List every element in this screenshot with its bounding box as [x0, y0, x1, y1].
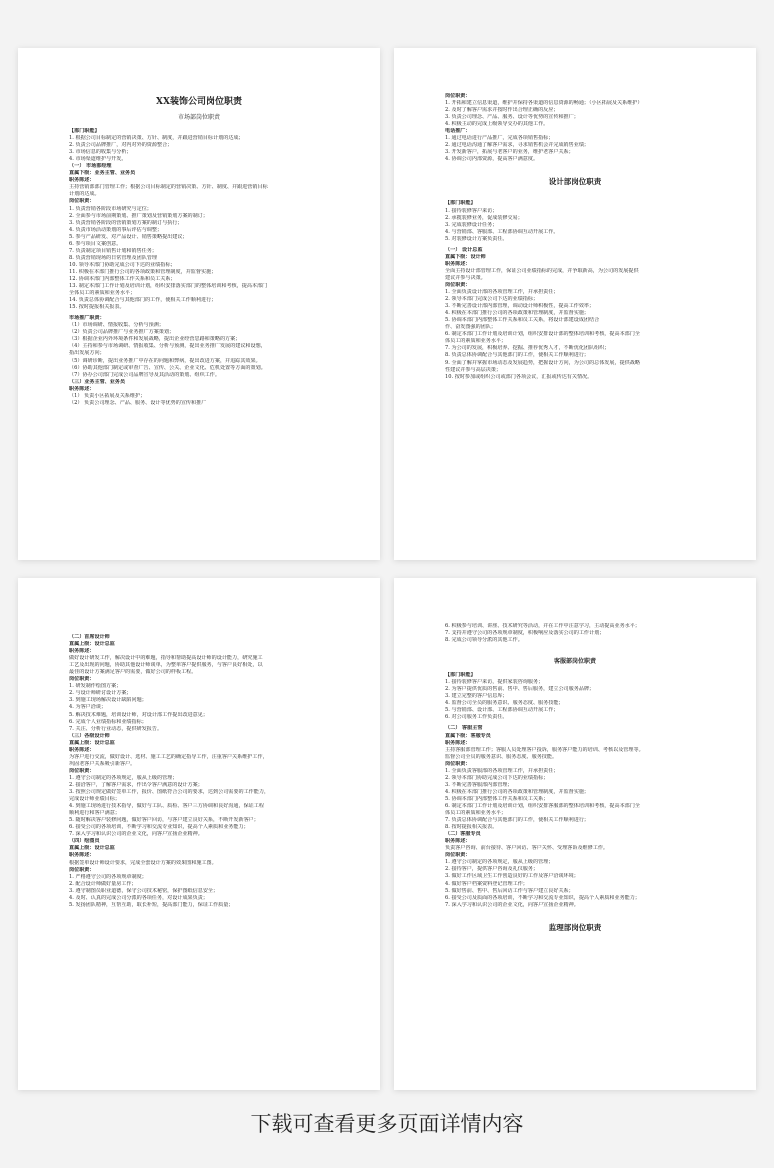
- text-line: 岗位职责：: [445, 852, 471, 859]
- text-line: 职务陈述：: [445, 260, 471, 267]
- text-line: 2. 通过电话沟通了解客户需求，寻求销售机会并完成销售业绩；: [445, 142, 590, 149]
- text-line: （4）主持和参与市场调研、情报收集、分析与预测，提出业务推广发展的建议和设想，: [69, 343, 266, 350]
- text-line: （1）市场调研、情报收集、分析与预测；: [69, 322, 164, 329]
- text-line: 14. 负责总体协调配合与其他部门的工作，使相关工作顺利进行；: [69, 297, 217, 304]
- page-1-content: [69, 96, 329, 407]
- text-line: 8. 负责营销现场的日常管理及团队管理: [69, 254, 157, 261]
- text-line: 6. 制定本部门工作计划及培训计划，组织安排客服部的整体培训和考核，提高本部门全: [445, 802, 640, 809]
- text-line: 5. 参与产品研发、对产品设计、销售策略提出建议；: [69, 233, 188, 240]
- section-title: 客服部岗位职责: [553, 658, 596, 666]
- text-line: 5. 与营销部、设计部、工程部协调互动开展工作；: [445, 707, 559, 714]
- text-line: 13. 制定本部门工作计划及培训计划，组织安排落实部门的整体培训和考核，提高本部门: [69, 283, 268, 290]
- text-line: 作、奋发图强的团队；: [445, 324, 496, 331]
- text-block: [445, 93, 705, 163]
- section-title: 市场部岗位职责: [177, 114, 220, 121]
- text-line: 4. 做好客户档案资料登记管理工作；: [445, 880, 528, 887]
- text-line: 职务陈述：: [69, 385, 95, 392]
- text-line: 7. 深入学习和认识公司的企业文化，向客户宣扬企业精神。: [69, 831, 203, 838]
- text-line: 6. 接受公司的各项培训，不断学习和交流专业知识，提高个人素质和业务能力；: [69, 824, 249, 831]
- document-title: XX装饰公司岗位职责: [156, 97, 242, 107]
- text-line: 完成设计师业绩目标；: [69, 796, 120, 803]
- text-line: 5. 协调本部门内部整体工作关系和员工关系；: [445, 795, 549, 802]
- text-line: 最佳的设计方案满足客户的需要，做好公司的样板工程。: [69, 669, 197, 676]
- text-line: 【部门职能】: [69, 128, 100, 134]
- text-line: 5. 协调本部门内部整体工作关系和员工关系，将设计部建设成团结合: [445, 317, 600, 324]
- text-line: 8. 按时提报相关报表。: [445, 824, 498, 831]
- text-line: 岗位职责：: [445, 93, 471, 99]
- text-line: 6. 接受公司及质面的各项培训，不断学习和交流专业知识，提高个人素质和业务能力；: [445, 894, 640, 901]
- text-line: 巩固老客户关系吸引新客户。: [69, 760, 136, 767]
- text-line: 计划的达成。: [69, 191, 100, 198]
- text-line: 岗位职责：: [445, 281, 471, 288]
- text-line: 直属上级：设计总监: [69, 845, 115, 852]
- download-more-link[interactable]: 下载可查看更多页面详情内容: [250, 1112, 524, 1136]
- text-line: 1. 接待装修客户来访；: [445, 207, 498, 214]
- text-line: （5）调研诊断，提出业务推广中存在的问题和弊病，提出改进方案，并追踪其效果。: [69, 357, 261, 364]
- text-line: 6. 参与项目文案创意。: [69, 240, 122, 247]
- section-title: 监理部岗位职责: [548, 922, 602, 932]
- text-line: 4. 积极主动的完成上级领导交办的其他工作。: [445, 121, 549, 128]
- text-line: 7. 负责总体协调配合与其他部门的工作，使相关工作顺利进行；: [445, 817, 590, 824]
- text-line: 5. 解决技术难题，培训设计师，对设计部工作提出改进意见；: [69, 711, 208, 718]
- text-line: 7. 负责制定项目销售计划和销售任务；: [69, 247, 157, 254]
- text-line: 6. 积极参与培训、讲座、技术研究等活动，并在工作中注意学习，主动提高业务水平；: [445, 623, 640, 629]
- text-line: （2）负责公司品牌推广与业务推广方案策划；: [69, 329, 175, 336]
- text-block: [445, 623, 705, 644]
- text-line: 性建议并参与高层决策；: [445, 366, 502, 373]
- text-line: 直属上级：设计总监: [69, 641, 115, 648]
- text-line: 2. 领导本部门完成公司下达的业绩指标；: [445, 296, 539, 303]
- text-line: 3. 不断完善客服部内部管理；: [445, 781, 513, 788]
- text-line: 1. 遵守公司制定的各项规定，服从上级的管理；: [445, 859, 554, 866]
- text-line: 4. 协调公司内部资源，提高客户满意度。: [445, 156, 539, 163]
- document-page-4: [394, 578, 756, 1090]
- text-line: 职务陈述：: [445, 838, 471, 845]
- text-line: 岗位职责：: [445, 760, 471, 767]
- text-line: 3. 完成装修设计任务；: [445, 221, 498, 228]
- page-4-content: [445, 623, 705, 933]
- text-line: 1. 研发制作绘图方案；: [69, 683, 122, 690]
- text-line: 8. 完成公司领导分派的其他工作。: [445, 637, 523, 644]
- document-page-1: [18, 48, 380, 560]
- text-line: 3. 开发新客户，拓展与老客户的业务，维护老客户关系；: [445, 149, 574, 156]
- text-line: 9. 全面了解并掌握市场动态及发展趋势，把握设计方向，为公司的总体发展，提供战略: [445, 359, 640, 366]
- text-line: 工艺及出现的问题，协助其他设计师谈单，为整单客户提供服务，与客户良好相处，以: [69, 662, 263, 669]
- text-line: （2） 负责公司理念、产品、服务、设计等优势的宣传和推广: [69, 399, 207, 406]
- text-line: 12. 协调本部门内部整体工作关系和员工关系；: [69, 275, 176, 282]
- text-line: 直属下级：客服专员: [445, 732, 491, 739]
- text-line: 主持营销部部门管理工作；根据公司目标制定的营销决策、方针、制度、并跟进营销目标: [69, 184, 268, 191]
- text-line: 15. 按时提报相关报表。: [69, 304, 125, 311]
- text-line: 职务陈述：: [69, 177, 95, 184]
- text-line: （二）首席设计师: [69, 634, 110, 640]
- section-title: 设计部岗位职责: [548, 177, 602, 187]
- text-line: （四）绘图员: [69, 838, 100, 845]
- text-line: 2. 接洽客户，了解客户需求，作出令客户满意的设计方案；: [69, 781, 203, 788]
- text-line: 3. 负责公司理念、产品、服务、设计等优势的宣传和推广；: [445, 114, 579, 121]
- text-line: 2. 领导本部门协助完成公司下达的业绩指标；: [445, 774, 549, 781]
- page-3-content: [69, 634, 329, 909]
- text-line: 顺利进行和客户满意；: [69, 810, 120, 817]
- text-line: 1. 负责营销各阶段市场研究与定位；: [69, 205, 152, 212]
- text-line: 1. 接待装修客户来访，提供家装咨询服务；: [445, 679, 544, 686]
- text-line: 为客户进行交流，做好设计、选材、施工工艺的确定指导工作，注重客户关系维护工作，: [69, 753, 268, 760]
- text-line: 【部门职能】: [445, 672, 476, 679]
- text-line: 电话推广：: [445, 128, 471, 135]
- text-line: 市场推广职责：: [69, 315, 105, 322]
- text-line: 2. 承揽装修业务，促成装修交易；: [445, 214, 523, 221]
- document-page-2: [394, 48, 756, 560]
- text-line: 10. 按时参加或组织公司或部门各项会议，汇报或传达有关情况。: [445, 373, 593, 380]
- text-line: 6. 完成个人业绩指标和业绩指标；: [69, 718, 147, 725]
- text-line: 8. 负责总体协调配合与其他部门的工作，使相关工作顺利进行；: [445, 352, 590, 359]
- text-line: 3. 不断完善设计部内部管理，调动设计师积极性，提高工作效率；: [445, 303, 595, 310]
- text-line: 体员工的素质和业务水平；: [445, 338, 507, 345]
- text-line: 1. 全面负责设计部的各项管理工作，并承担责任；: [445, 289, 559, 296]
- text-line: 11. 积极在本部门推行公司的各项政策和管理制度，并监督实施；: [69, 268, 217, 275]
- text-line: 3. 按照公司规定做好签单工作，报价、图纸符合公司的要求，达到公司需要的工作能力，: [69, 789, 270, 796]
- document-page-3: [18, 578, 380, 1090]
- text-line: 职务陈述：: [445, 739, 471, 746]
- text-line: 4. 及时、认真的完成公司分派的各项任务，对设计成果负责；: [69, 894, 208, 901]
- text-line: 5. 对装修设计方案负责任。: [445, 235, 508, 242]
- text-line: 岗位职责：: [69, 676, 95, 683]
- text-line: 建议并参与决策。: [445, 274, 486, 281]
- text-line: 全面主持设计部管理工作，保证公司业绩指标的完成，并争取新高，为公司的发展提供: [445, 267, 639, 274]
- text-line: 2. 与设计师研讨设计方案；: [69, 690, 132, 697]
- text-line: 体员工的素质和业务水平；: [445, 810, 507, 817]
- text-line: 负责客户咨询、前台接待、客户回访、客户关怀、受理客诉及维修工作。: [445, 845, 609, 852]
- text-line: 岗位职责：: [69, 198, 95, 205]
- text-line: 1. 遵守公司制定的各项规定，服从上级的管理；: [69, 774, 178, 781]
- text-line: （一） 市场部经理: [69, 163, 112, 170]
- text-line: （一） 设计总监: [445, 246, 483, 253]
- text-block: [69, 634, 329, 909]
- text-line: 1. 严格遵守公司的各项规章制度；: [69, 873, 147, 880]
- text-line: 指出发展方向；: [69, 350, 105, 357]
- text-line: （二）客服专员: [445, 831, 481, 838]
- text-line: 5. 发扬团队精神，互帮互助，取长补短，提高部门能力，保证工作质量；: [69, 901, 234, 908]
- text-line: 2. 配合设计师做好量房工作；: [69, 880, 137, 887]
- text-line: 1. 根据公司目标制定的营销决策、方针、制度，并跟进营销目标计划的达成；: [69, 135, 244, 142]
- text-block: [445, 200, 705, 380]
- text-line: 【部门职能】: [445, 200, 476, 207]
- text-line: 监督公司全员的服务意识、服务态度、服务技能。: [445, 753, 558, 760]
- text-line: 主持客服部管理工作；客服人员处理客户投诉，服务客户能力的培训、考核以及管理等。: [445, 746, 644, 753]
- text-line: 4. 积极在本部门推行公司的各项政策和管理制度，并监督实施；: [445, 310, 590, 317]
- text-line: 2. 及时了解客户需求并按时作出合理正确的反应；: [445, 107, 559, 114]
- text-line: 10. 领导本部门协助完成公司下达的业绩指标；: [69, 261, 176, 268]
- text-line: 全体员工的素质和业务水平；: [69, 290, 136, 297]
- text-line: 2. 接待客户，提供客户咨询及礼仪服务；: [445, 866, 539, 873]
- text-line: （6）协助其他部门制定或审查广告、宣传、公关、企业文化、危机处置等方面的策划。: [69, 364, 266, 371]
- text-line: 7. 深入学习和认识公司的企业文化，向客户宣扬企业精神。: [445, 901, 579, 908]
- text-line: 3. 负责营销各阶段的营销策划方案的制订与执行；: [69, 219, 183, 226]
- text-line: 4. 负责市场活动策划的事后评估与调整；: [69, 226, 163, 233]
- text-line: 做好设计研发工作，解决设计中的难题，指导和帮助提高设计师的设计能力，研究施工: [69, 655, 263, 662]
- text-line: 直属下级：设计师: [445, 253, 486, 260]
- text-line: （7）协办公司部门完成公司品牌宣导及其活动的策划、组织工作。: [69, 371, 220, 378]
- text-line: 4. 市场渠道维护与开发。: [69, 156, 127, 163]
- text-line: （3）根据企业内外环境条件和发展战略，提出企业经营思路和策略的方案；: [69, 336, 241, 343]
- text-line: 直属上级：设计总监: [69, 739, 115, 746]
- text-line: 1. 通过电话进行产品推广，完成各项销售指标；: [445, 135, 554, 142]
- text-line: 4. 监督公司全员的服务意识、服务态度、服务技能；: [445, 700, 564, 707]
- text-line: 3. 到施工现场解决设计缺陷问题；: [69, 697, 147, 704]
- text-line: 7. 为公司的发展，积极培养、挖掘、推荐优秀人才，不断优化团队组织；: [445, 345, 610, 352]
- text-line: 2. 全面参与市场前期策划、推广策划及营销策划方案的制订；: [69, 212, 208, 219]
- text-line: 直属下级：业务主管、业务员: [69, 170, 136, 177]
- text-line: 3. 遵守制图员职业道德，保守公司技术秘密，保护图纸信息安全；: [69, 887, 219, 894]
- text-block: [445, 672, 705, 909]
- text-line: 1. 全面负责客服部的各项管理工作，并承担责任；: [445, 767, 559, 774]
- text-line: 职务陈述：: [69, 648, 95, 655]
- text-block: [69, 128, 329, 407]
- text-line: 5. 做好售前、售中、售后回访工作与客户建立良好关系；: [445, 887, 574, 894]
- text-line: 职务陈述：: [69, 746, 95, 753]
- text-line: 岗位职责：: [69, 767, 95, 774]
- text-line: 4. 到施工现场进行技术指导，做好与工队、质检、客户三方协调和良好沟通，保证工程: [69, 803, 264, 810]
- text-line: 2. 为客户提供优质的售前、售中、售后服务，建立公司服务品牌；: [445, 686, 595, 693]
- text-line: 4. 积极在本部门推行公司的各项政策和管理制度，并监督实施；: [445, 788, 590, 795]
- text-line: （三）各级设计师: [69, 732, 110, 739]
- text-line: 3. 做好工作区域卫生工作创造良好的工作及客户洽谈环境；: [445, 873, 579, 880]
- text-line: 7. 关注、分析行业动态，提供研发报告。: [69, 725, 163, 732]
- text-line: 职务陈述：: [69, 852, 95, 859]
- text-line: 7. 支持并遵守公司的各项规章制度，积极响应及落实公司的工作计划；: [445, 630, 605, 637]
- text-line: （二） 客服主管: [445, 725, 483, 732]
- text-line: 3. 市场信息的收集与分析；: [69, 149, 132, 156]
- text-line: 1. 开拓和建立信息渠道，维护并保持各渠道的信息资源的畅通；（小区拓展及关系维护）: [445, 100, 643, 107]
- text-line: 6. 制定本部门工作计划及培训计划，组织安排设计部的整体培训和考核，提高本部门全: [445, 331, 640, 338]
- text-line: （1） 负责小区拓展及关系维护；: [69, 392, 146, 399]
- text-line: 4. 为客户洽谈；: [69, 704, 107, 711]
- text-line: 6. 对公司服务工作负责任。: [445, 714, 508, 721]
- text-line: 3. 建立完整的客户信息库；: [445, 693, 508, 700]
- text-line: 根据签单设计师设计要求，完成全套设计方案的效果图和施工图。: [69, 859, 217, 866]
- text-line: 4. 与营销部、客服部、工程部协调互动开展工作。: [445, 228, 559, 235]
- text-line: 岗位职责：: [69, 866, 95, 873]
- page-2-content: [445, 93, 705, 381]
- text-line: 2. 负责公司品牌推广，对内对外的资源整合；: [69, 142, 173, 149]
- text-line: 5. 随时解决客户装修问题，做好客户回访，与客户建立良好关系，不断开发新客户；: [69, 817, 259, 824]
- text-line: （三）业务主管、业务员: [69, 378, 126, 385]
